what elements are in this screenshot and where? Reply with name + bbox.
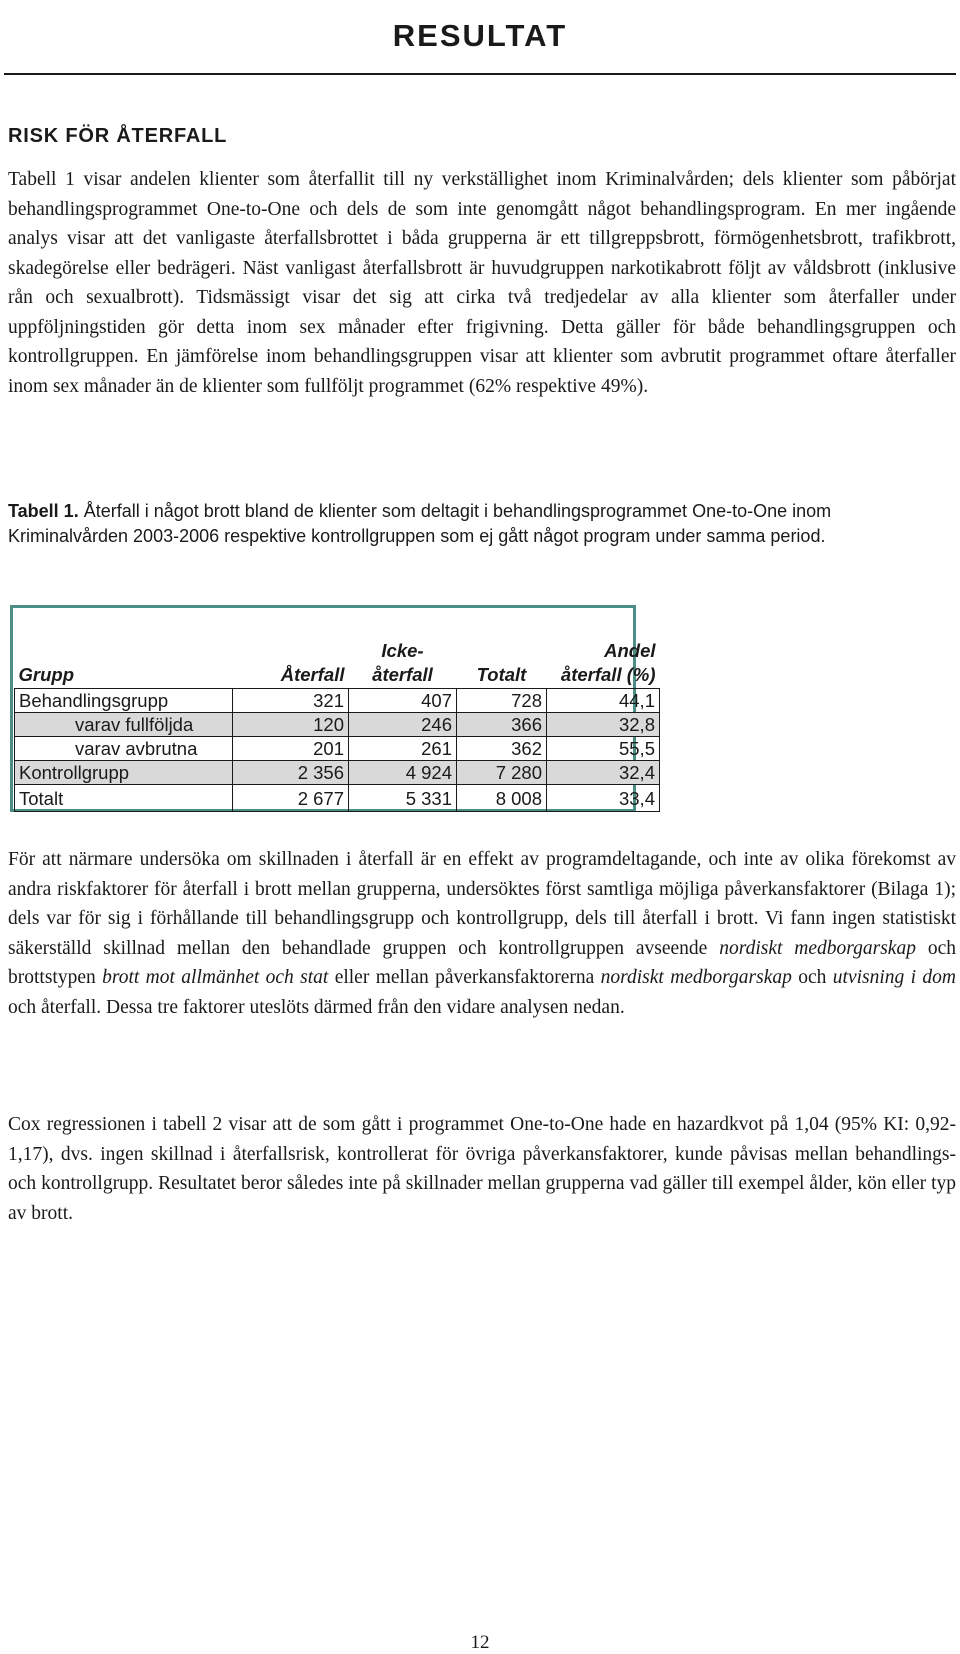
cell-icke-aterfall: 5 331 [349,785,457,812]
row-label: Totalt [15,785,233,812]
cell-icke-aterfall: 261 [349,737,457,761]
cell-andel: 32,4 [547,761,660,785]
column-header-icke-aterfall: Icke-återfall [349,609,457,689]
cell-andel: 44,1 [547,689,660,713]
recidivism-table [14,609,660,812]
cell-andel: 55,5 [547,737,660,761]
paragraph-cox-regression: Cox regressionen i tabell 2 visar att de som gått i programmet One-to-One hade en hazardkvot på 1,04 (95% KI: 0,92-1,17), dvs. ingen skillnad i återfallsrisk, kontrollerat för övriga påverkansfaktorer, kunde påvisas mellan behandlings- och kontrollgrupp. Resultatet beror således inte på skillnader mellan grupperna vad gäller till exempel ålder, kön eller typ av brott. [8,1114,956,1224]
cell-andel: 32,8 [547,713,660,737]
p2-text-3: eller mellan påverkansfaktorerna [328,967,601,988]
cell-totalt: 362 [457,737,547,761]
cell-totalt: 728 [457,689,547,713]
p2-italic-3: nordiskt medborgarskap [600,967,792,988]
row-label: Behandlingsgrupp [15,689,233,713]
table-caption [8,499,953,548]
table-caption-text: Återfall i något brott bland de klienter som deltagit i behandlingsprogrammet One-to-One inom Kriminalvården 2003-2006 respektive kontrollgruppen som ej gått något program under samma period. [8,501,832,546]
column-header-totalt: Totalt [457,609,547,689]
row-label: varav fullföljda [15,713,233,737]
table-row [15,713,660,737]
table-header-row [15,609,660,689]
cell-totalt: 7 280 [457,761,547,785]
column-header-aterfall: Återfall [233,609,349,689]
table-row [15,737,660,761]
page-header-title: RESULTAT [392,18,568,53]
p2-text-5: och återfall. Dessa tre faktorer uteslöts därmed från den vidare analysen nedan. [8,996,625,1018]
table-caption-label: Tabell 1. [8,501,79,521]
p2-text-2: och brottstypen [8,937,957,988]
p2-italic-1: nordiskt medborgarskap [719,937,916,959]
table-row [15,761,660,785]
paragraph-recidivism-intro: Tabell 1 visar andelen klienter som återfallit till ny verkställighet inom Kriminalvården; dels klienter som påbörjat behandlingsprogrammet One-to-One och dels de som inte genomgått något behandlingsprogram. En mer ingående analys visar att det vanligaste återfallsbrottet i båda grupperna är ett tillgreppsbrott, förmögenhetsbrott, trafikbrott, skadegörelse eller bedrägeri. Näst vanligast återfallsbrott är huvudgruppen narkotikabrott följt av våldsbrott (inklusive rån och sexualbrott). Tidsmässigt visar det sig att cirka två tredjedelar av alla klienter som återfaller under uppföljningstiden gör detta inom sex månader efter frigivning. Detta gäller för både behandlingsgruppen och kontrollgruppen. En jämförelse inom behandlingsgruppen visar att klienter som avbrutit programmet oftare återfaller inom sex månader än de klienter som fullföljt programmet (62% respektive 49%). [8,169,956,397]
p2-text-4: och [791,967,833,988]
cell-aterfall: 2 356 [233,761,349,785]
cell-aterfall: 321 [233,689,349,713]
cell-icke-aterfall: 407 [349,689,457,713]
column-header-andel-aterfall: Andel återfall (%) [547,609,660,689]
table-row-total [15,785,660,812]
cell-andel: 33,4 [547,785,660,812]
p2-italic-4: utvisning i dom [832,967,956,988]
cell-totalt: 8 008 [457,785,547,812]
paragraph-risk-factors [8,845,956,1022]
p2-text-1: För att närmare undersöka om skillnaden i återfall är en effekt av programdeltagande, och inte av olika förekomst av andra riskfaktorer för återfall i brott mellan grupperna, undersöktes först samtliga möjliga påverkansfaktorer (Bilaga 1); dels var för sig i förhållande till behandlingsgrupp och kontrollgrupp, dels till återfall i brott. Vi fann ingen statistiskt säkerställd skillnad mellan den behandlade gruppen och kontrollgruppen avseende [8,849,956,959]
row-label: varav avbrutna [15,737,233,761]
p2-italic-2: brott mot allmänhet och stat [102,967,329,988]
cell-icke-aterfall: 246 [349,713,457,737]
section-heading: RISK FÖR ÅTERFALL [8,125,228,147]
page-number: 12 [470,1632,490,1653]
column-header-grupp: Grupp [15,609,233,689]
cell-icke-aterfall: 4 924 [349,761,457,785]
cell-aterfall: 2 677 [233,785,349,812]
header-divider [4,73,956,75]
cell-aterfall: 201 [233,737,349,761]
cell-totalt: 366 [457,713,547,737]
table-row [15,689,660,713]
row-label: Kontrollgrupp [15,761,233,785]
cell-aterfall: 120 [233,713,349,737]
